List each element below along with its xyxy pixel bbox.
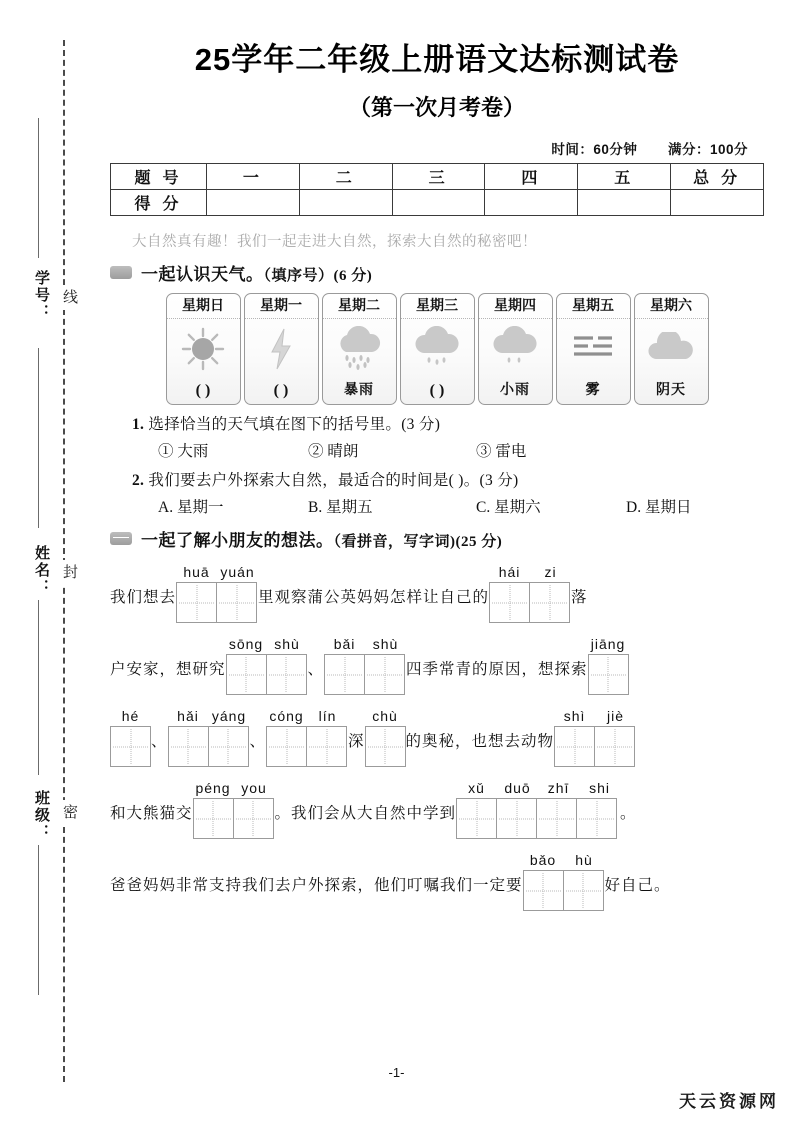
writing-grid-peng-you[interactable] xyxy=(193,779,275,839)
grid-cell[interactable] xyxy=(536,798,577,839)
grid-cell[interactable] xyxy=(266,654,307,695)
pinyin-hua-yuan xyxy=(176,563,258,582)
page-subtitle: （第一次月考卷） xyxy=(348,95,525,120)
grid-cell[interactable] xyxy=(496,798,537,839)
pinyin-zhi: zhī xyxy=(547,780,570,796)
weather-answer-sunday[interactable]: ( ) xyxy=(195,382,211,399)
grid-boxes-hua-yuan[interactable] xyxy=(176,582,258,623)
pinyin-yuan: yuán xyxy=(220,564,255,580)
score-value-5[interactable] xyxy=(578,190,671,216)
pinyin-song: sōng xyxy=(228,636,264,652)
weather-day-wednesday: 星期三 xyxy=(401,294,474,319)
page-number: -1- xyxy=(388,1065,405,1080)
writing-grid-bai-shu[interactable] xyxy=(324,635,406,695)
weather-answer-saturday: 阴天 xyxy=(656,383,686,398)
pinyin-jiang xyxy=(588,635,629,654)
grid-boxes-hai-zi[interactable] xyxy=(489,582,571,623)
section-2-note: （看拼音，写字词)(25 分) xyxy=(333,534,503,550)
section-header-1 xyxy=(110,260,764,285)
weather-day-saturday: 星期六 xyxy=(635,294,708,319)
writing-row-3 xyxy=(110,707,764,767)
grid-cell[interactable] xyxy=(168,726,209,767)
write-rule-2 xyxy=(38,348,39,528)
write-rule-3 xyxy=(38,600,39,775)
fold-char-feng: 封 xyxy=(54,560,76,585)
weather-answer-thursday: 小雨 xyxy=(500,383,530,398)
grid-boxes-xu-duo-zhi-shi[interactable] xyxy=(456,798,620,839)
pinyin-hai-zi xyxy=(489,563,571,582)
writing-row-5-text-1: 爸爸妈妈非常支持我们去户外探索，他们叮嘱我们一定要 xyxy=(110,877,523,894)
weather-cell-saturday xyxy=(634,293,709,405)
score-value-3[interactable] xyxy=(392,190,485,216)
time-label: 时间：60分钟 xyxy=(551,142,638,157)
writing-row-3-text-4: 的奥秘，也想去动物 xyxy=(405,733,555,750)
pinyin-jie: jiè xyxy=(607,708,625,724)
student-id-label: 学号： xyxy=(33,270,49,321)
pinyin-bai: bǎi xyxy=(333,636,356,652)
grid-cell[interactable] xyxy=(176,582,217,623)
score-table xyxy=(110,163,764,216)
grid-cell[interactable] xyxy=(554,726,595,767)
grid-cell[interactable] xyxy=(266,726,307,767)
score-table-value-row xyxy=(111,190,764,216)
question-2-option-a[interactable]: A. 星期一 xyxy=(158,499,224,516)
grid-boxes-peng-you[interactable] xyxy=(193,798,275,839)
score-col-1: 一 xyxy=(207,164,300,190)
sun-icon xyxy=(167,319,240,378)
pinyin-zi: zi xyxy=(544,564,557,580)
pinyin-bao: bǎo xyxy=(529,852,557,868)
score-value-total[interactable] xyxy=(671,190,764,216)
weather-answer-tuesday: 暴雨 xyxy=(344,383,374,398)
section-2-title-text: 一起了解小朋友的想法。 xyxy=(141,531,334,550)
weather-cell-friday xyxy=(556,293,631,405)
writing-grid-xu-duo-zhi-shi[interactable] xyxy=(456,779,620,839)
pinyin-xu: xǔ xyxy=(468,780,485,796)
writing-grid-hai-zi[interactable] xyxy=(489,563,571,623)
writing-row-1-text-3: 落 xyxy=(571,589,588,606)
score-col-3: 三 xyxy=(392,164,485,190)
section-header-2 xyxy=(110,526,764,551)
question-1-options xyxy=(158,439,764,461)
fold-char-mi: 密 xyxy=(54,800,76,825)
pinyin-chu xyxy=(365,707,406,726)
question-1-number: 1. xyxy=(132,416,145,433)
pinyin-jiang-text: jiāng xyxy=(590,636,626,652)
pinyin-lin: lín xyxy=(318,708,337,724)
grid-cell[interactable] xyxy=(594,726,635,767)
writing-grid-cong-lin[interactable] xyxy=(266,707,348,767)
rain-cloud-icon xyxy=(401,319,474,378)
weather-day-tuesday: 星期二 xyxy=(323,294,396,319)
section-1-title xyxy=(141,260,372,285)
question-2-option-c[interactable]: C. 星期六 xyxy=(476,499,541,516)
writing-row-4-text-2: 。我们会从大自然中学到 xyxy=(274,805,457,822)
weather-answer-wednesday[interactable]: ( ) xyxy=(429,382,445,399)
grid-boxes-bao-hu[interactable] xyxy=(523,870,605,911)
section-marker-one-icon xyxy=(110,266,132,279)
pinyin-bai-shu xyxy=(324,635,406,654)
writing-row-5 xyxy=(110,851,764,911)
question-2-option-b[interactable]: B. 星期五 xyxy=(308,499,373,516)
pinyin-he xyxy=(110,707,151,726)
score-value-1[interactable] xyxy=(207,190,300,216)
watermark: 天云资源网 xyxy=(679,1092,779,1111)
pinyin-shu-2: shù xyxy=(372,636,399,652)
grid-boxes-jiang[interactable] xyxy=(588,654,629,695)
grid-boxes-hai-yang[interactable] xyxy=(168,726,250,767)
write-rule-4 xyxy=(38,845,39,995)
question-1-option-b[interactable]: ② 晴朗 xyxy=(308,443,359,460)
grid-cell[interactable] xyxy=(216,582,257,623)
grid-boxes-song-shu[interactable] xyxy=(226,654,308,695)
score-col-5: 五 xyxy=(578,164,671,190)
pinyin-hua: huā xyxy=(183,564,210,580)
pinyin-hu: hù xyxy=(575,852,593,868)
question-1-option-a[interactable]: ① 大雨 xyxy=(158,443,209,460)
grid-cell[interactable] xyxy=(208,726,249,767)
pinyin-hai-2: hǎi xyxy=(177,708,199,724)
writing-row-2-text-3: 四季常青的原因，想探索 xyxy=(406,661,588,678)
student-name-label: 姓名： xyxy=(33,545,49,596)
score-table-header-row xyxy=(111,164,764,190)
writing-grid-shi-jie[interactable] xyxy=(554,707,636,767)
grid-boxes-shi-jie[interactable] xyxy=(554,726,636,767)
question-1-text: 选择恰当的天气填在图下的括号里。(3 分) xyxy=(148,416,441,433)
exam-meta xyxy=(110,138,748,158)
writing-grid-song-shu[interactable] xyxy=(226,635,308,695)
pinyin-peng-you xyxy=(193,779,275,798)
weather-day-sunday: 星期日 xyxy=(167,294,240,319)
grid-cell[interactable] xyxy=(563,870,604,911)
grid-cell[interactable] xyxy=(233,798,274,839)
exam-sheet xyxy=(92,0,782,1122)
score-col-2: 二 xyxy=(299,164,392,190)
pinyin-cong-lin xyxy=(266,707,348,726)
question-1 xyxy=(132,412,764,434)
fold-char-xian: 线 xyxy=(54,285,76,310)
pinyin-you: you xyxy=(241,780,267,796)
section-marker-two-icon xyxy=(110,532,132,545)
question-2-options xyxy=(158,495,764,517)
question-2 xyxy=(132,468,764,490)
heavy-rain-icon xyxy=(323,319,396,378)
weather-cell-tuesday xyxy=(322,293,397,405)
writing-grid-bao-hu[interactable] xyxy=(523,851,605,911)
pinyin-he-text: hé xyxy=(121,708,140,724)
writing-grid-jiang[interactable] xyxy=(588,635,629,695)
weather-table xyxy=(166,293,709,405)
pinyin-peng: péng xyxy=(195,780,231,796)
cloudy-icon xyxy=(635,319,708,378)
lightning-icon xyxy=(245,319,318,378)
writing-grid-hai-yang[interactable] xyxy=(168,707,250,767)
question-2-number: 2. xyxy=(132,472,145,489)
writing-row-2-text-1: 户安家，想研究 xyxy=(110,661,226,678)
writing-row-1 xyxy=(110,563,764,623)
writing-row-1-text-1: 我们想去 xyxy=(110,589,177,606)
writing-row-5-text-2: 好自己。 xyxy=(604,877,671,894)
section-1-title-text: 一起认识天气。 xyxy=(141,265,264,284)
writing-row-2 xyxy=(110,635,764,695)
writing-grid-he[interactable] xyxy=(110,707,151,767)
section-2-title xyxy=(141,526,502,551)
weather-cell-monday xyxy=(244,293,319,405)
pinyin-duo: duō xyxy=(504,780,531,796)
weather-day-friday: 星期五 xyxy=(557,294,630,319)
score-col-4: 四 xyxy=(485,164,578,190)
score-col-total: 总 分 xyxy=(671,164,764,190)
grid-cell[interactable] xyxy=(489,582,530,623)
writing-row-3-text-2: 、 xyxy=(249,733,267,750)
fog-icon xyxy=(557,319,630,378)
writing-row-2-text-2: 、 xyxy=(307,661,325,678)
pinyin-shu: shù xyxy=(274,636,300,652)
score-row-label-points: 得 分 xyxy=(111,190,207,216)
intro-text: 大自然真有趣！我们一起走进大自然，探索大自然的秘密吧！ xyxy=(132,234,537,250)
pinyin-chu-text: chù xyxy=(372,708,398,724)
write-rule-1 xyxy=(38,118,39,258)
weather-day-monday: 星期一 xyxy=(245,294,318,319)
grid-cell[interactable] xyxy=(529,582,570,623)
weather-answer-monday[interactable]: ( ) xyxy=(273,382,289,399)
grid-cell[interactable] xyxy=(365,726,406,767)
pinyin-shi: shì xyxy=(563,708,586,724)
pinyin-yang: yáng xyxy=(211,708,247,724)
weather-day-thursday: 星期四 xyxy=(479,294,552,319)
grid-cell[interactable] xyxy=(193,798,234,839)
pinyin-cong: cóng xyxy=(269,708,304,724)
grid-cell[interactable] xyxy=(456,798,497,839)
grid-boxes-cong-lin[interactable] xyxy=(266,726,348,767)
grid-cell[interactable] xyxy=(523,870,564,911)
page-title: 25学年二年级上册语文达标测试卷 xyxy=(194,42,680,77)
grid-cell[interactable] xyxy=(588,654,629,695)
writing-grid-chu[interactable] xyxy=(365,707,406,767)
grid-boxes-bai-shu[interactable] xyxy=(324,654,406,695)
grid-cell[interactable] xyxy=(364,654,405,695)
score-row-label-number: 题 号 xyxy=(111,164,207,190)
pinyin-hai-yang xyxy=(168,707,250,726)
pinyin-bao-hu xyxy=(523,851,605,870)
weather-cell-thursday xyxy=(478,293,553,405)
total-score-label: 满分：100分 xyxy=(667,142,748,157)
question-2-text: 我们要去户外探索大自然，最适合的时间是( )。(3 分) xyxy=(148,472,519,489)
pinyin-shi-2: shi xyxy=(589,780,610,796)
grid-boxes-chu[interactable] xyxy=(365,726,406,767)
grid-cell[interactable] xyxy=(306,726,347,767)
writing-row-4 xyxy=(110,779,764,839)
pinyin-song-shu xyxy=(226,635,308,654)
weather-table-wrap xyxy=(110,293,764,405)
score-value-2[interactable] xyxy=(299,190,392,216)
grid-cell[interactable] xyxy=(226,654,267,695)
writing-row-3-text-3: 深 xyxy=(348,733,365,750)
grid-boxes-he[interactable] xyxy=(110,726,151,767)
weather-answer-friday: 雾 xyxy=(585,383,601,398)
light-rain-icon xyxy=(479,319,552,378)
weather-cell-sunday xyxy=(166,293,241,405)
weather-cell-wednesday xyxy=(400,293,475,405)
section-1-note: （填序号）(6 分) xyxy=(263,268,373,284)
pinyin-xu-duo-zhi-shi xyxy=(456,779,620,798)
student-class-label: 班级： xyxy=(33,790,49,841)
grid-cell[interactable] xyxy=(110,726,151,767)
question-2-option-d[interactable]: D. 星期日 xyxy=(626,499,692,516)
pinyin-hai: hái xyxy=(498,564,521,580)
writing-row-4-text-1: 和大熊猫交 xyxy=(110,805,193,822)
grid-cell[interactable] xyxy=(324,654,365,695)
question-1-option-c[interactable]: ③ 雷电 xyxy=(476,443,527,460)
score-value-4[interactable] xyxy=(485,190,578,216)
writing-grid-hua-yuan[interactable] xyxy=(176,563,258,623)
writing-row-1-text-2: 里观察蒲公英妈妈怎样让自己的 xyxy=(258,589,490,606)
writing-row-3-text-1: 、 xyxy=(151,733,168,750)
binding-margin-strip xyxy=(0,0,92,1122)
writing-row-4-text-3: 。 xyxy=(620,805,637,822)
pinyin-shi-jie xyxy=(554,707,636,726)
grid-cell[interactable] xyxy=(576,798,617,839)
